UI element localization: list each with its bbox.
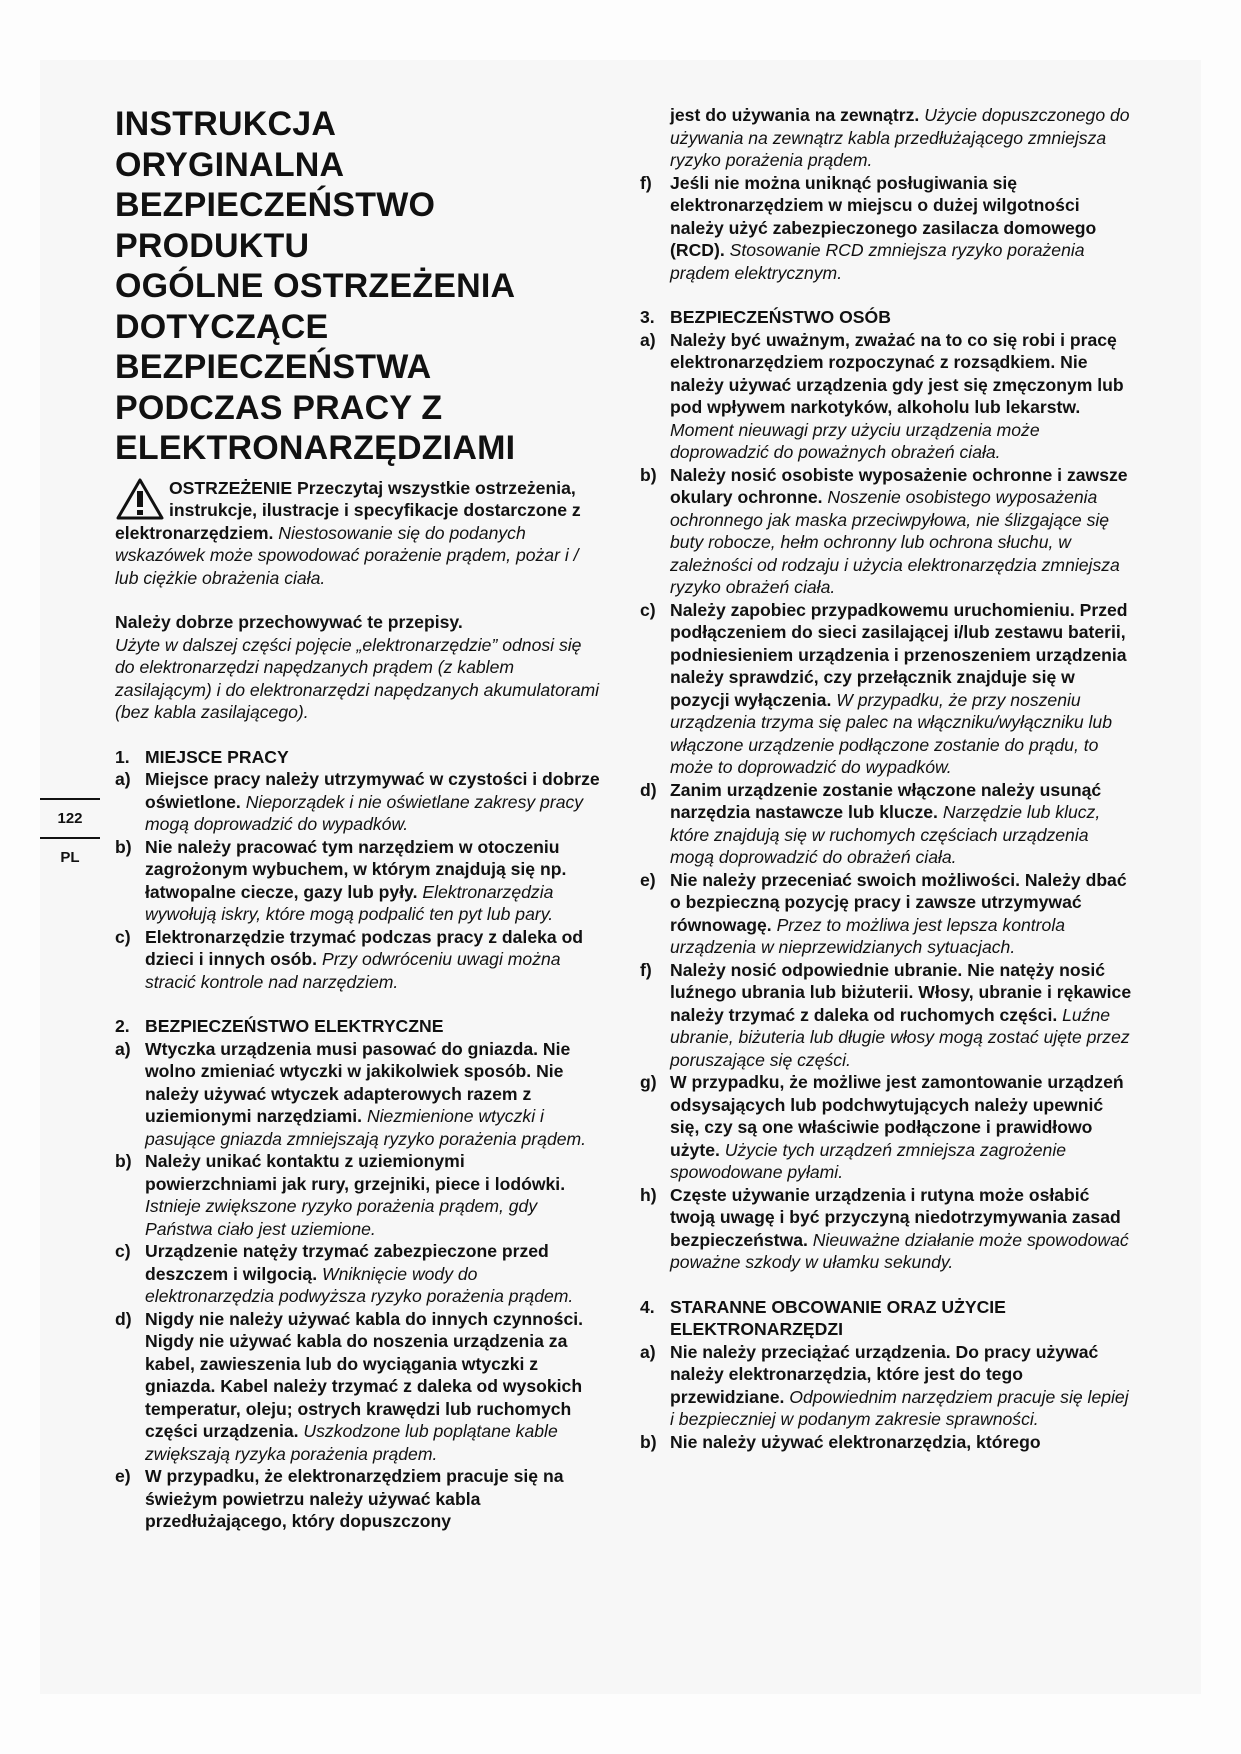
list-item: d) Nigdy nie należy używać kabla do innych czynności. Nigdy nie używać kabla do noszenia urządzenia za kabel, zawieszenia lub do wyciągania wtyczki z gniazda. Kabel należy trzymać z daleka od wysokich temperatur, oleju; ostrych krawędzi lub ruchomych części urządzenia. Uszkodzone lub poplątane kable zwiększają ryzyka porażenia prądem. bbox=[115, 1308, 584, 1464]
list-item: b) Należy nosić osobiste wyposażenie ochronne i zawsze okulary ochronne. Noszenie osobistego wyposażenia ochronnego jak maska przeciwpyłowa, nie ślizgające się buty robocze, hełm ochronny lub ochrona słuchu, w zależności od rodzaju i użycia elektronarzędzia zmniejsza ryzyko obrażeń ciała. bbox=[640, 464, 1128, 597]
list-item: f) Jeśli nie można uniknąć posługiwania się elektronarzędziem w miejscu o dużej wilgotności należy użyć zabezpieczonego zasilacza domowego (RCD). Stosowanie RCD zmniejsza ryzyko porażenia prądem elektrycznym. bbox=[640, 172, 1097, 283]
list-item: b) Nie należy pracować tym narzędziem w otoczeniu zagrożonym wybuchem, w którym znajdują się np. łatwopalne ciecze, gazy lub pyły. Elektronarzędzia wywołują iskry, które mogą podpalić ten pyt lub pary. bbox=[115, 836, 567, 924]
right-column bbox=[640, 104, 1135, 1453]
list-item: c) Elektronarzędzie trzymać podczas pracy z daleka od dzieci i innych osób. Przy odwróceniu uwagi można stracić kontrole nad narzędziem. bbox=[115, 926, 584, 992]
title-line: BEZPIECZEŃSTWO bbox=[115, 186, 436, 224]
list-item-continuation: jest do używania na zewnątrz. Użycie dopuszczonego do używania na zewnątrz kabla przedłużającego zmniejsza ryzyko porażenia prądem. bbox=[670, 105, 1130, 170]
title-line: PRODUKTU bbox=[115, 226, 310, 265]
section-2 bbox=[115, 1015, 600, 1533]
section-heading: 3. BEZPIECZEŃSTWO OSÓB bbox=[640, 307, 891, 327]
list-item: g) W przypadku, że możliwe jest zamontowanie urządzeń odsysających lub podchwytujących należy upewnić się, czy są one właściwie podłączone i prawidłowo użyte. Użycie tych urządzeń zmniejsza zagrożenie spowodowane pyłami. bbox=[640, 1072, 1124, 1182]
list-item: c) Urządzenie natęży trzymać zabezpieczone przed deszczem i wilgocią. Wniknięcie wody do elektronarzędzia podwyższa ryzyko porażenia prądem. bbox=[115, 1241, 574, 1306]
warning-triangle-icon bbox=[115, 477, 165, 521]
section-heading: 2. BEZPIECZEŃSTWO ELEKTRYCZNE bbox=[115, 1016, 444, 1036]
list-item: a) Nie należy przeciążać urządzenia. Do pracy używać należy elektronarzędzia, które jest do tego przewidziane. Odpowiednim narzędziem pracuje się lepiej i bezpieczniej w podanym zakresie sprawności. bbox=[640, 1341, 1129, 1429]
title-line: ELEKTRONARZĘDZIAMI bbox=[115, 429, 516, 467]
list-item: e) Nie należy przeceniać swoich możliwości. Należy dbać o bezpieczną pozycję pracy i zawsze utrzymywać równowagę. Przez to możliwa jest lepsza kontrola urządzenia w nieprzewidzianych sytuacjach. bbox=[640, 869, 1127, 957]
section-4 bbox=[640, 1296, 1135, 1454]
page-number: 122 bbox=[57, 810, 83, 827]
section-3 bbox=[640, 306, 1135, 1274]
title-line: ORYGINALNA bbox=[115, 145, 345, 184]
list-item: b) Nie należy używać elektronarzędzia, którego bbox=[640, 1431, 1041, 1452]
side-tab bbox=[40, 792, 100, 870]
warning-italic-text: Niestosowanie się do podanych wskazówek może spowodować porażenie prądem, pożar i / lub ciężkie obrażenia ciała. bbox=[115, 522, 579, 588]
keep-bold-text: Należy dobrze przechowywać te przepisy. bbox=[115, 612, 463, 632]
title-line: BEZPIECZEŃSTWA bbox=[115, 348, 432, 386]
list-item: a) Miejsce pracy należy utrzymywać w czystości i dobrze oświetlone. Nieporządek i nie oświetlane zakresy pracy mogą doprowadzić do wypadków. bbox=[115, 769, 600, 834]
section-heading: 4. STARANNE OBCOWANIE ORAZ UŻYCIE ELEKTRONARZĘDZI bbox=[640, 1296, 1006, 1339]
list-item: c) Należy zapobiec przypadkowemu uruchomieniu. Przed podłączeniem do sieci zasilającej i/lub zestawu baterii, podniesieniem urządzenia i przenoszeniem urządzenia należy sprawdzić, czy przełącznik znajduje się w pozycji wyłączenia. W przypadku, że przy noszeniu urządzenia trzyma się palec na włączniku/wyłączniku lub włączone urządzenie podłączone zostanie do prądu, to może to doprowadzić do wypadków. bbox=[640, 599, 1128, 777]
section-heading: 1. MIEJSCE PRACY bbox=[115, 746, 289, 767]
title-line: INSTRUKCJA bbox=[115, 105, 337, 143]
side-rule-bottom bbox=[40, 837, 100, 839]
left-column bbox=[115, 104, 600, 1533]
list-item: a) Należy być uważnym, zważać na to co się robi i pracę elektronarzędziem rozpoczynać z rozsądkiem. Nie należy używać urządzenia gdy jest się zmęczonym lub pod wpływem narkotyków, alkoholu lub lekarstw. Moment nieuwagi przy użyciu urządzenia może doprowadzić do poważnych obrażeń ciała. bbox=[640, 329, 1124, 462]
list-item: e) W przypadku, że elektronarzędziem pracuje się na świeżym powietrzu należy używać kabla przedłużającego, który dopuszczony bbox=[115, 1466, 564, 1531]
list-item: f) Należy nosić odpowiednie ubranie. Nie natęży nosić luźnego ubrania lub biżuterii. Włosy, ubranie i rękawice należy trzymać z daleka od ruchomych części. Luźne ubranie, biżuteria lub długie włosy mogą zostać ujęte przez poruszające się części. bbox=[640, 959, 1132, 1070]
keep-italic-text: Użyte w dalszej części pojęcie „elektronarzędzie” odnosi się do elektronarzędzi napędzanych prądem (z kablem zasilającym) i do elektronarzędzi napędzanych akumulatorami (bez kabla zasilającego). bbox=[115, 634, 600, 722]
side-rule-top bbox=[40, 798, 100, 800]
keep-instructions bbox=[115, 611, 600, 724]
title-line: PODCZAS PRACY Z bbox=[115, 388, 443, 427]
page-title bbox=[115, 104, 600, 469]
list-item: b) Należy unikać kontaktu z uziemionymi powierzchniami jak rury, grzejniki, piece i lodówki. Istnieje zwiększone ryzyko porażenia prądem, gdy Państwa ciało jest uziemione. bbox=[115, 1151, 566, 1239]
title-line: DOTYCZĄCE bbox=[115, 307, 329, 346]
warning-block bbox=[115, 477, 600, 590]
language-code: PL bbox=[60, 849, 80, 866]
list-item: d) Zanim urządzenie zostanie włączone należy usunąć narzędzia nastawcze lub klucze. Narzędzie lub klucz, które znajdują się w ruchomych częściach urządzenia mogą doprowadzić do obrażeń ciała. bbox=[640, 779, 1102, 867]
warning-bold-text: OSTRZEŻENIE Przeczytaj wszystkie ostrzeżenia, instrukcje, ilustracje i specyfikacje dostarczone z elektronarzędziem. bbox=[115, 477, 581, 543]
list-item: h) Częste używanie urządzenia i rutyna może osłabić twoją uwagę i być przyczyną niedotrzymywania zasad bezpieczeństwa. Nieuważne działanie może spowodować poważne szkody w ułamku sekundy. bbox=[640, 1184, 1129, 1272]
list-item: a) Wtyczka urządzenia musi pasować do gniazda. Nie wolno zmieniać wtyczki w jakikolwiek sposób. Nie należy używać wtyczek adapterowych razem z uziemionymi narzędziami. Niezmienione wtyczki i pasujące gniazda zmniejszają ryzyko porażenia prądem. bbox=[115, 1038, 587, 1149]
section-1 bbox=[115, 746, 600, 994]
title-line: OGÓLNE OSTRZEŻENIA bbox=[115, 267, 516, 305]
